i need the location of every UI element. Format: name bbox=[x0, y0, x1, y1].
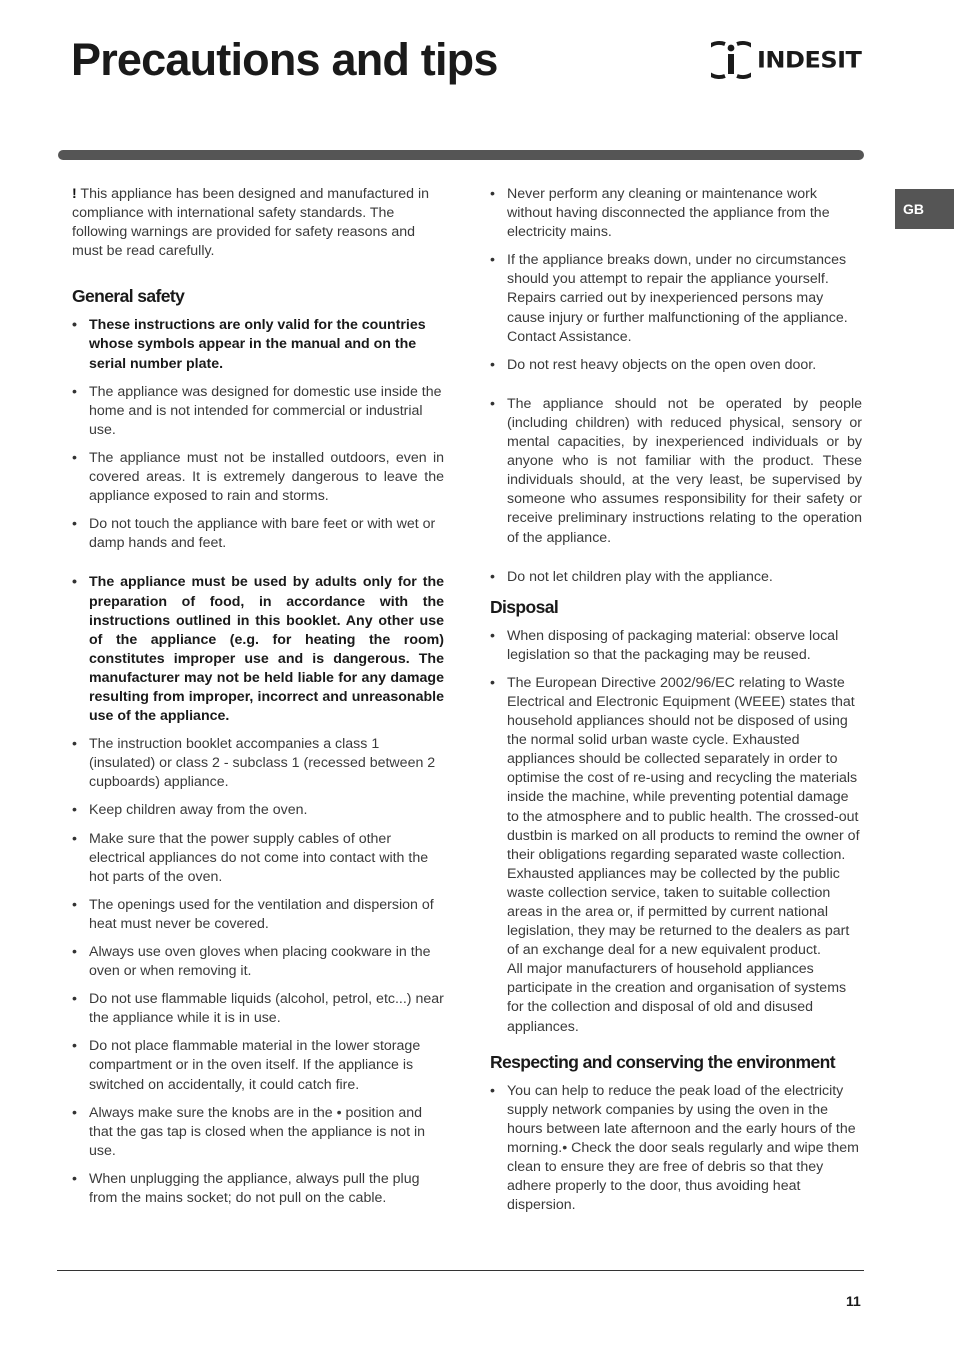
list-item: • You can help to reduce the peak load of the electricity supply network companies by using the oven in the hours between late afternoon and the early hours of the morning.• Check the door seals regularly and wipe them clean to ensure they are free of debris so that they adhere properly to the door, thus avoiding heat dispersion. bbox=[490, 1082, 862, 1216]
list-item bbox=[490, 674, 862, 1037]
section-heading-disposal: Disposal bbox=[490, 596, 559, 617]
page-title: Precautions and tips bbox=[71, 34, 498, 85]
list-item: • Make sure that the power supply cables of other electrical appliances do not come into contact with the hot parts of the oven. bbox=[72, 830, 444, 887]
page-number: 11 bbox=[846, 1293, 861, 1309]
list-item: • When unplugging the appliance, always pull the plug from the mains socket; do not pull on the cable. bbox=[72, 1170, 444, 1208]
list-item: • Never perform any cleaning or maintenance work without having disconnected the appliance from the electricity mains. bbox=[490, 185, 862, 242]
left-column bbox=[72, 185, 444, 1217]
list-item: • Always use oven gloves when placing cookware in the oven or when removing it. bbox=[72, 943, 444, 981]
intro-text: This appliance has been designed and manufactured in compliance with international safety standards. The following warnings are provided for safety reasons and must be read carefully. bbox=[72, 186, 430, 260]
brand-logo bbox=[711, 38, 866, 82]
list-item: • Keep children away from the oven. bbox=[72, 801, 444, 820]
list-item-text: • The European Directive 2002/96/EC relating to Waste Electrical and Electronic Equipment (WEEE) states that household appliances should not be disposed of using the normal solid urban waste cycle. Exhausted appliances should be collected separately in order to optimise the cost of re-using and recycling the materials inside the machine, while preventing potential damage to the atmosphere and to public health. The crossed-out dustbin is marked on all products to remind the owner of their obligations regarding separated waste collection. bbox=[507, 674, 860, 863]
language-tab: GB bbox=[895, 189, 954, 229]
list-item: • Always make sure the knobs are in the • position and that the gas tap is closed when the appliance is not in use. bbox=[72, 1104, 444, 1161]
right-column bbox=[490, 185, 862, 1224]
indesit-i-icon bbox=[711, 38, 751, 82]
disposal-list bbox=[490, 627, 862, 1037]
header-divider bbox=[58, 150, 864, 160]
section-heading-environment: Respecting and conserving the environment bbox=[490, 1051, 835, 1072]
list-item: • The openings used for the ventilation and dispersion of heat must never be covered. bbox=[72, 896, 444, 934]
list-item: • The appliance was designed for domestic use inside the home and is not intended for commercial or industrial use. bbox=[72, 383, 444, 440]
section-heading-general-safety: General safety bbox=[72, 286, 185, 307]
list-item: • The appliance should not be operated by people (including children) with reduced physical, sensory or mental capacities, by inexperienced individuals or by anyone who is not familiar with the product. These individuals should, at the very least, be supervised by someone who assumes responsibility for their safety or receive preliminary instructions relating to the operation of the appliance. bbox=[490, 395, 862, 548]
general-safety-list-continued bbox=[490, 185, 862, 587]
list-item: • The appliance must not be installed outdoors, even in covered areas. It is extremely dangerous to leave the appliance exposed to rain and storms. bbox=[72, 449, 444, 506]
list-item: • Do not let children play with the appliance. bbox=[490, 568, 862, 587]
warning-mark: ! bbox=[72, 186, 77, 202]
list-item: • Do not touch the appliance with bare feet or with wet or damp hands and feet. bbox=[72, 515, 444, 553]
list-item: • These instructions are only valid for the countries whose symbols appear in the manual and on the serial number plate. bbox=[72, 316, 444, 373]
environment-list bbox=[490, 1082, 862, 1216]
list-item: • When disposing of packaging material: observe local legislation so that the packaging may be reused. bbox=[490, 627, 862, 665]
list-item: • If the appliance breaks down, under no circumstances should you attempt to repair the appliance yourself. Repairs carried out by inexperienced persons may cause injury or further malfunctioning of the appliance. Contact Assistance. bbox=[490, 251, 862, 346]
list-item: • Do not rest heavy objects on the open oven door. bbox=[490, 356, 862, 375]
list-item-continuation: All major manufacturers of household appliances participate in the creation and organisation of systems for the collection and disposal of old and disused appliances. bbox=[507, 961, 847, 1035]
list-item: • Do not use flammable liquids (alcohol, petrol, etc...) near the appliance while it is in use. bbox=[72, 990, 444, 1028]
list-item: • Do not place flammable material in the lower storage compartment or in the oven itself. If the appliance is switched on accidentally, it could catch fire. bbox=[72, 1037, 444, 1094]
list-item: • The appliance must be used by adults only for the preparation of food, in accordance with the instructions outlined in this booklet. Any other use of the appliance (e.g. for heating the room) constitutes improper use and is dangerous. The manufacturer may not be held liable for any damage resulting from improper, incorrect and unreasonable use of the appliance. bbox=[72, 573, 444, 726]
footer-divider bbox=[57, 1270, 864, 1271]
general-safety-list bbox=[72, 316, 444, 1208]
list-item-continuation: Exhausted appliances may be collected by the public waste collection service, taken to suitable collection areas in the area or, if permitted by current national legislation, they may be returned to the dealers as part of an exchange deal for a new equivalent product. bbox=[507, 865, 850, 959]
brand-name: INDESIT bbox=[757, 47, 862, 73]
list-item: • The instruction booklet accompanies a class 1 (insulated) or class 2 - subclass 1 (recessed between 2 cupboards) appliance. bbox=[72, 735, 444, 792]
intro-paragraph bbox=[72, 185, 444, 261]
